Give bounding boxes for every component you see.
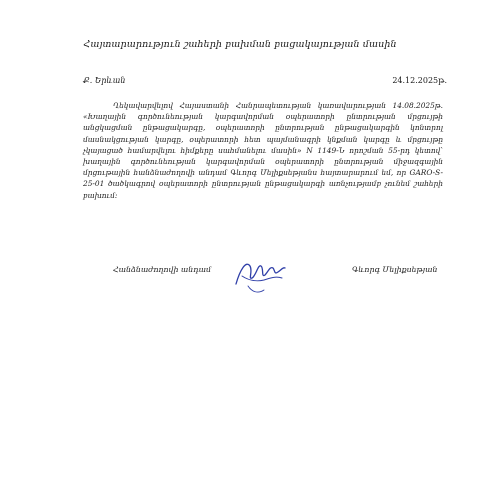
signer-role: Հանձնաժողովի անդամ bbox=[113, 265, 212, 274]
signer-name: Գևորգ Մելիքսեթյան bbox=[352, 265, 438, 274]
document-title: Հայտարարություն շահերի բախման բացակայության մասին bbox=[83, 39, 397, 50]
document-place: Ք. Երևան bbox=[83, 76, 126, 85]
document-date: 24.12.2025թ. bbox=[392, 76, 447, 85]
signature-icon bbox=[228, 240, 288, 300]
document-body: Ղեկավարվելով Հայաստանի Հանրապետության կառավարության 14.08.2025թ. «Խաղային գործունեության կարգավորման օպերատորի ընտրության մրցույթի անցկացման ընթացակարգը, օպերատորի ընտրության ընթացակարգին կոնտրոլ մասնակցության կարգը, օպերատորի հետ պայմանագրի կնքման կարգը և մրցույթը չկայացած համարվելու հիմքերը սահմանելու մասին» N 1149-Ն որոշման 55-րդ կետով՝ խաղային գործունեության կարգավորման օպերատորի ընտրության միջազգային մրցութային հանձնաժողովի անդամ Գևորգ Մելիքսեթյանս հայտարարում եմ, որ GARO-S-25-01 ծածկագրով օպերատորի ընտրության ընթացակարգի առնչությամբ չունեմ շահերի բախում: bbox=[83, 101, 443, 200]
